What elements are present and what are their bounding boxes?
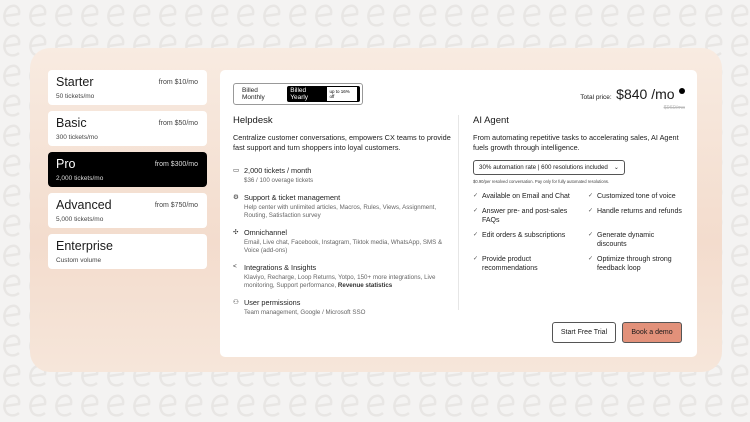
feature-title: Omnichannel bbox=[244, 227, 287, 237]
plan-details-panel bbox=[220, 70, 697, 357]
ai-feature bbox=[588, 192, 683, 202]
total-price bbox=[580, 86, 685, 111]
automation-rate-select[interactable] bbox=[473, 160, 625, 175]
ai-feature bbox=[588, 255, 683, 274]
plan-enterprise[interactable] bbox=[48, 234, 207, 269]
feature-permissions bbox=[233, 298, 458, 318]
plan-price: from $50/mo bbox=[158, 120, 198, 127]
helpdesk-section bbox=[233, 115, 458, 317]
ai-feature bbox=[473, 255, 588, 274]
plan-name: Starter bbox=[56, 75, 94, 89]
ai-feature-label: Available on Email and Chat bbox=[482, 193, 570, 200]
feature-title: Integrations & Insights bbox=[244, 262, 317, 272]
select-value: 30% automation rate | 600 resolutions included bbox=[479, 164, 608, 171]
plan-name: Advanced bbox=[56, 198, 112, 212]
plan-starter[interactable] bbox=[48, 70, 207, 105]
book-demo-button[interactable]: Book a demo bbox=[622, 322, 682, 343]
feature-support bbox=[233, 193, 458, 221]
plan-volume: 5,000 tickets/mo bbox=[56, 216, 104, 223]
feature-omnichannel bbox=[233, 228, 458, 256]
plan-basic[interactable] bbox=[48, 111, 207, 146]
feature-title: 2,000 tickets / month bbox=[244, 166, 312, 175]
feature-tickets bbox=[233, 166, 458, 186]
feature-detail: Team management, Google / Microsoft SSO bbox=[244, 308, 366, 316]
ai-feature bbox=[588, 207, 683, 226]
plan-name: Pro bbox=[56, 157, 76, 171]
ai-feature bbox=[473, 192, 588, 202]
ai-feature-list bbox=[473, 192, 683, 274]
plan-advanced[interactable] bbox=[48, 193, 207, 228]
feature-detail-bold: Revenue statistics bbox=[337, 282, 393, 289]
plan-list bbox=[48, 70, 207, 275]
pricing-note: $0.90/per resolved conversation. Pay only for fully automated resolutions. bbox=[473, 179, 610, 184]
check-icon: ✓ bbox=[588, 193, 594, 199]
original-price: $960/mo bbox=[663, 105, 685, 111]
users-icon: ⚇ bbox=[233, 298, 239, 306]
feature-detail-text: Klaviyo, Recharge, Loop Returns, Yotpo, 150+ more integrations, Live monitoring, Support performance, bbox=[244, 273, 436, 289]
plan-pro[interactable] bbox=[48, 152, 207, 187]
ai-feature-label: Customized tone of voice bbox=[597, 193, 676, 200]
ai-feature bbox=[473, 231, 588, 250]
plan-name: Enterprise bbox=[56, 239, 113, 253]
plan-volume: 300 tickets/mo bbox=[56, 134, 98, 141]
ai-feature-label: Generate dynamic discounts bbox=[597, 231, 655, 248]
feature-detail: $36 / 100 overage tickets bbox=[244, 177, 314, 184]
ai-feature-label: Optimize through strong feedback loop bbox=[597, 255, 672, 272]
helpdesk-title: Helpdesk bbox=[233, 115, 273, 126]
plan-volume: Custom volume bbox=[56, 257, 102, 264]
feature-detail: Help center with unlimited articles, Macros, Rules, Views, Assignment, Routing, Satisfaction survey bbox=[244, 203, 437, 219]
channels-icon: ✣ bbox=[233, 228, 239, 236]
start-free-trial-button[interactable]: Start Free Trial bbox=[552, 322, 616, 343]
ai-agent-title: AI Agent bbox=[473, 115, 509, 126]
check-icon: ✓ bbox=[588, 207, 594, 214]
check-icon: ✓ bbox=[588, 231, 594, 238]
feature-integrations bbox=[233, 263, 458, 291]
check-icon: ✓ bbox=[588, 255, 594, 262]
ai-agent-description: From automating repetitive tasks to accelerating sales, AI Agent fuels growth through intelligence. bbox=[473, 133, 679, 152]
plan-volume: 2,000 tickets/mo bbox=[56, 175, 104, 182]
billed-monthly-option[interactable]: Billed Monthly bbox=[242, 87, 265, 101]
ai-feature-label: Answer pre- and post-sales FAQs bbox=[482, 207, 568, 224]
info-icon[interactable] bbox=[679, 88, 685, 94]
feature-detail: Email, Live chat, Facebook, Instagram, Tiktok media, WhatsApp, SMS & Voice (add-ons) bbox=[244, 238, 443, 254]
total-price-label: Total price: bbox=[580, 94, 612, 101]
check-icon: ✓ bbox=[473, 231, 479, 238]
billed-yearly-label: Billed Yearly bbox=[290, 87, 309, 101]
gear-icon: ⚙ bbox=[233, 193, 239, 201]
section-divider bbox=[458, 115, 459, 310]
share-icon: < bbox=[233, 262, 237, 270]
ai-feature-label: Provide product recommendations bbox=[482, 255, 538, 272]
plan-volume: 50 tickets/mo bbox=[56, 93, 95, 100]
discount-badge: up to 16% off bbox=[327, 87, 357, 101]
feature-title: Support & ticket management bbox=[244, 192, 341, 202]
ai-feature bbox=[473, 207, 588, 226]
check-icon: ✓ bbox=[473, 207, 479, 214]
plan-price: from $10/mo bbox=[158, 79, 198, 86]
feature-detail bbox=[244, 274, 458, 291]
chevron-down-icon: ⌄ bbox=[613, 164, 619, 171]
plan-name: Basic bbox=[56, 116, 87, 130]
helpdesk-description: Centralize customer conversations, empowers CX teams to provide fast support and turn shoppers into loyal customers. bbox=[233, 133, 451, 152]
plan-price: from $750/mo bbox=[154, 202, 198, 209]
billing-toggle bbox=[233, 83, 363, 105]
feature-title: User permissions bbox=[244, 297, 301, 307]
ai-agent-section bbox=[473, 115, 683, 274]
check-icon: ✓ bbox=[473, 193, 479, 199]
ai-feature-label: Handle returns and refunds bbox=[597, 207, 682, 215]
check-icon: ✓ bbox=[473, 255, 479, 262]
ai-feature-label: Edit orders & subscriptions bbox=[482, 231, 566, 239]
total-price-amount: $840 /mo bbox=[616, 86, 675, 102]
ai-feature bbox=[588, 231, 683, 250]
billed-yearly-option[interactable] bbox=[287, 86, 360, 102]
plan-price: from $300/mo bbox=[154, 161, 198, 168]
ticket-icon: ▭ bbox=[233, 167, 240, 174]
